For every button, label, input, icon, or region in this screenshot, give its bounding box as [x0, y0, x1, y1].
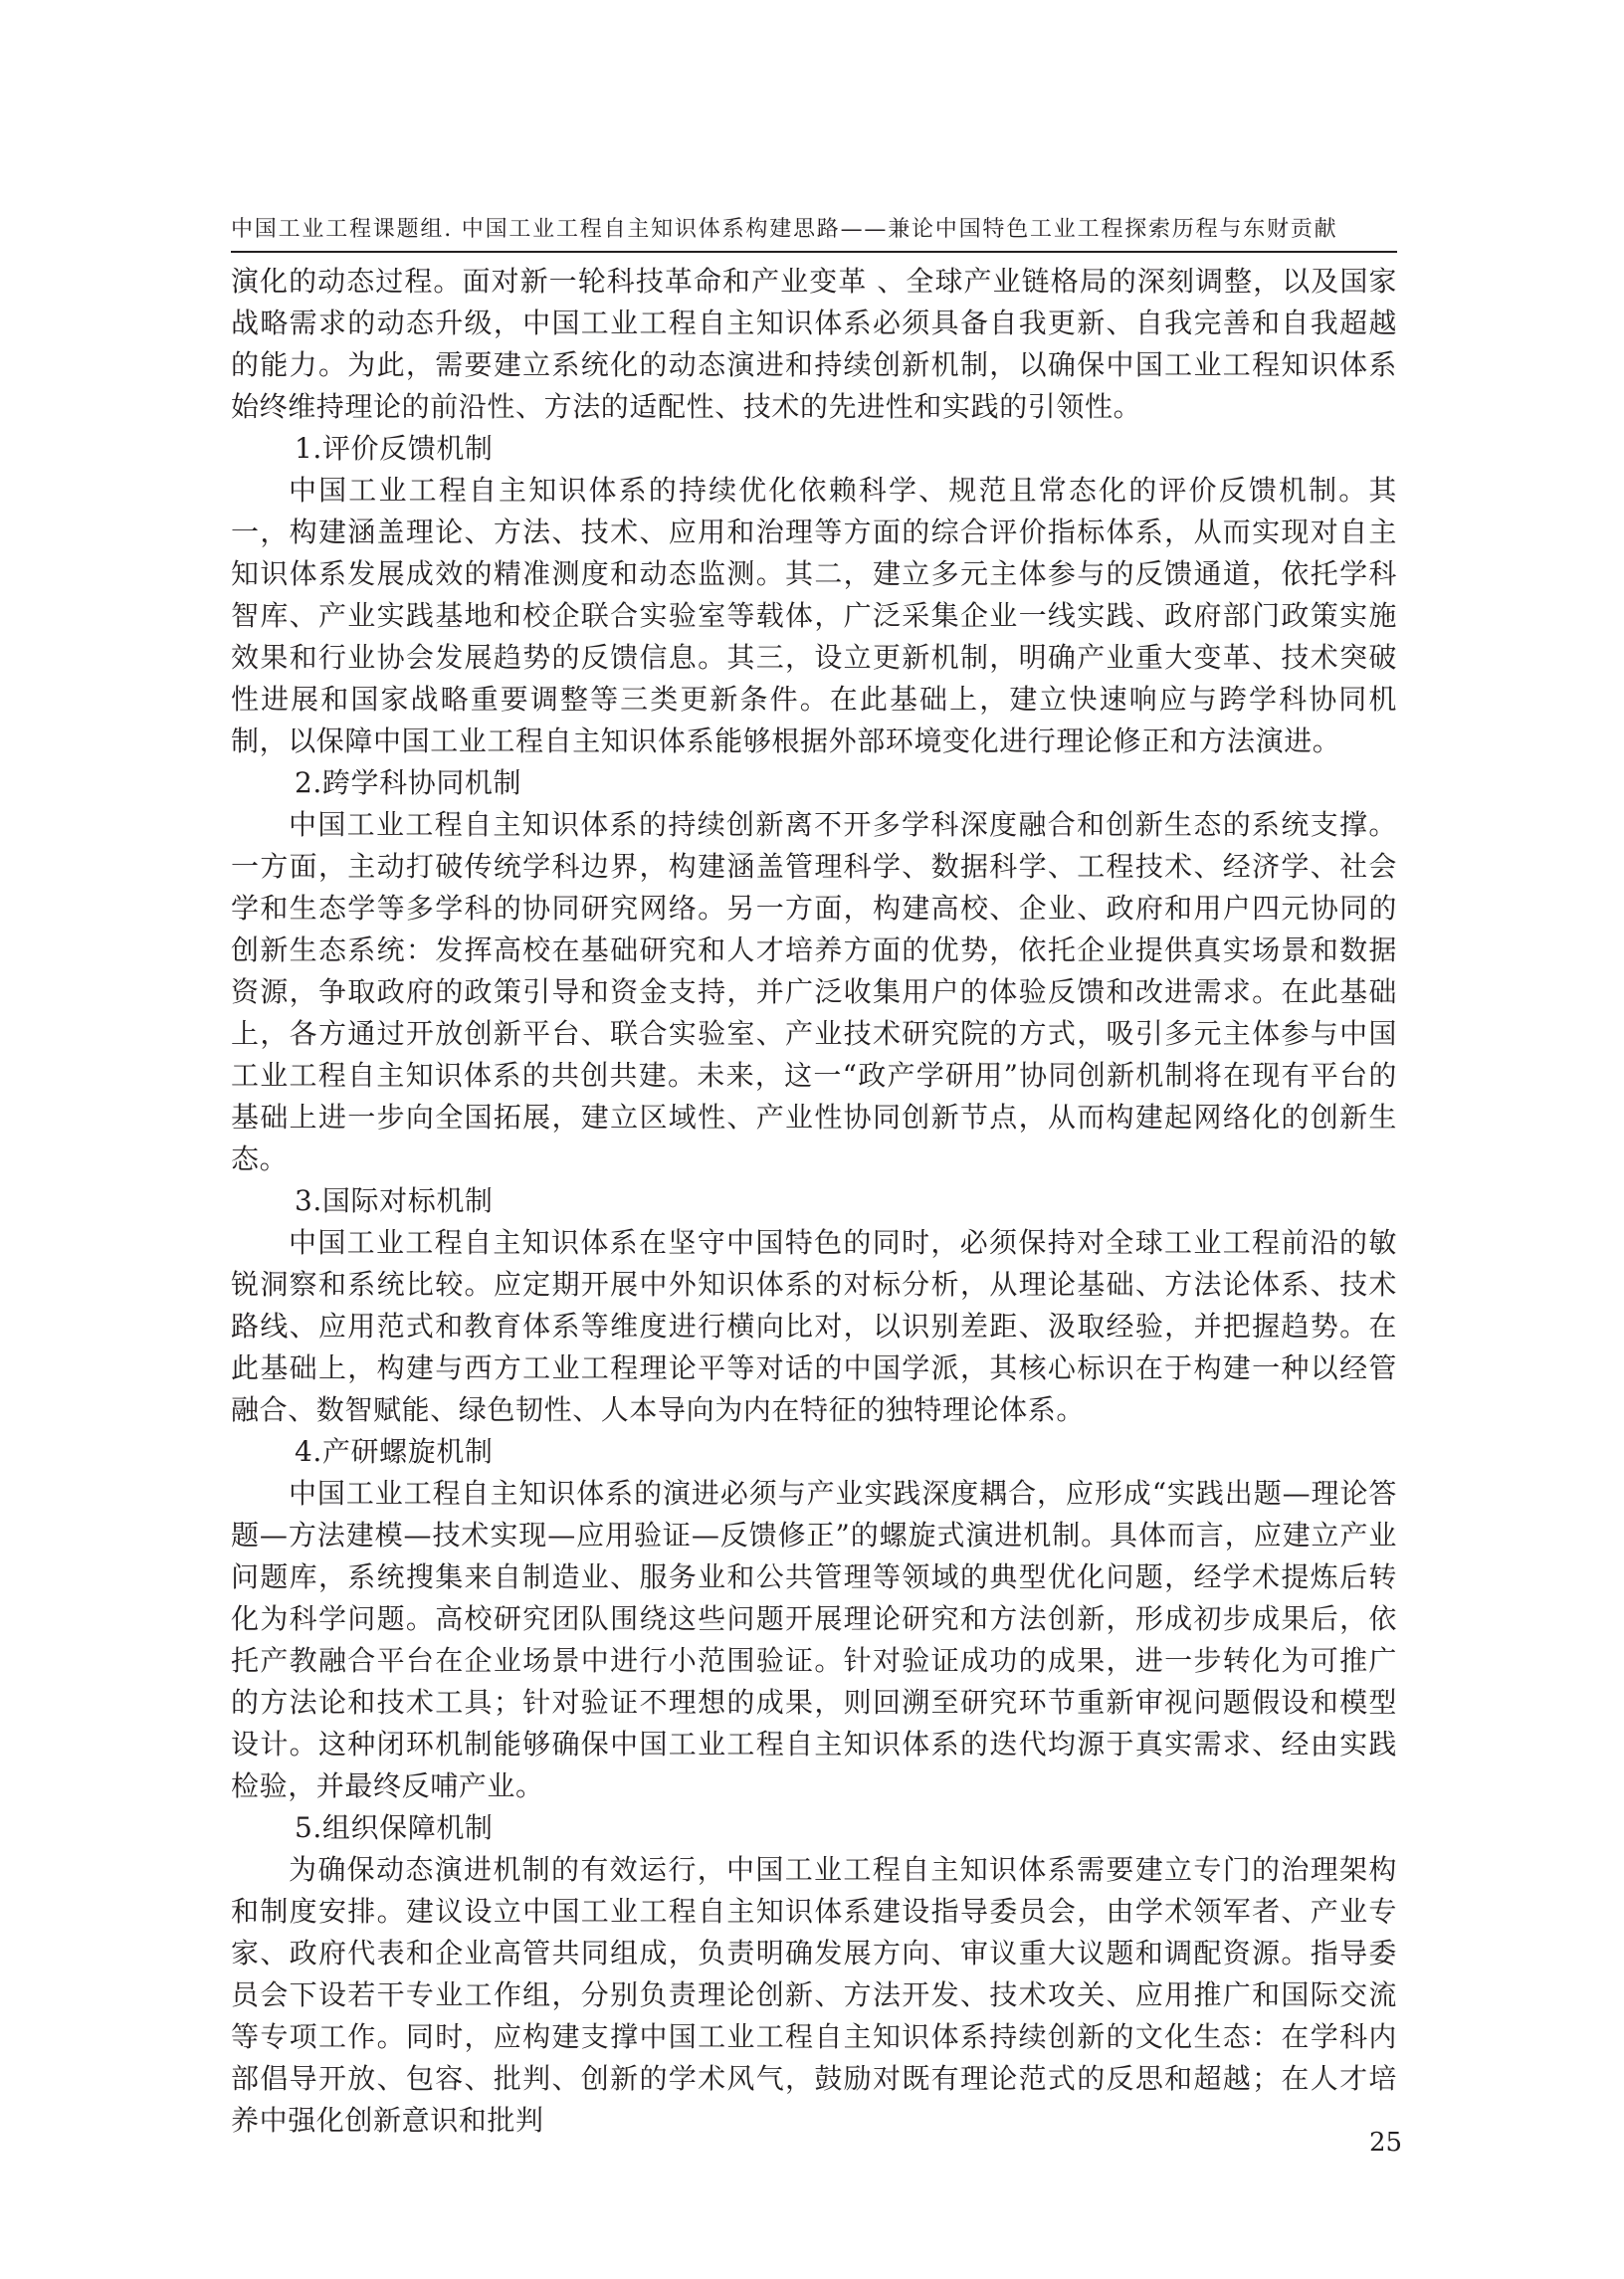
- section-heading-evaluation-feedback: 1.评价反馈机制: [295, 432, 494, 465]
- intro-paragraph: 演化的动态过程。面对新一轮科技革命和产业变革 、全球产业链格局的深刻调整，以及国家战略需求的动态升级，中国工业工程自主知识体系必须具备自我更新、自我完善和自我超越的能力。为此，需要建立系统化的动态演进和持续创新机制，以确保中国工业工程知识体系始终维持理论的前沿性、方法的适配性、技术的先进性和实践的引领性。: [231, 265, 1397, 423]
- running-header: [231, 209, 1397, 253]
- section-heading-international-benchmarking: 3.国际对标机制: [295, 1184, 494, 1217]
- section-paragraph-international-benchmarking: 中国工业工程自主知识体系在坚守中国特色的同时，必须保持对全球工业工程前沿的敏锐洞察和系统比较。应定期开展中外知识体系的对标分析，从理论基础、方法论体系、技术路线、应用范式和教育体系等维度进行横向比对，以识别差距、汲取经验，并把握趋势。在此基础上，构建与西方工业工程理论平等对话的中国学派，其核心标识在于构建一种以经管融合、数智赋能、绿色韧性、人本导向为内在特征的独特理论体系。: [231, 1226, 1397, 1426]
- section-heading-industry-research-spiral: 4.产研螺旋机制: [295, 1435, 494, 1468]
- section-paragraph-industry-research-spiral: 中国工业工程自主知识体系的演进必须与产业实践深度耦合，应形成“实践出题—理论答题—方法建模—技术实现—应用验证—反馈修正”的螺旋式演进机制。具体而言，应建立产业问题库，系统搜集来自制造业、服务业和公共管理等领域的典型优化问题，经学术提炼后转化为科学问题。高校研究团队围绕这些问题开展理论研究和方法创新，形成初步成果后，依托产教融合平台在企业场景中进行小范围验证。针对验证成功的成果，进一步转化为可推广的方法论和技术工具；针对验证不理想的成果，则回溯至研究环节重新审视问题假设和模型设计。这种闭环机制能够确保中国工业工程自主知识体系的迭代均源于真实需求、经由实践检验，并最终反哺产业。: [231, 1477, 1397, 1802]
- section-paragraph-organizational-support: 为确保动态演进机制的有效运行，中国工业工程自主知识体系需要建立专门的治理架构和制度安排。建议设立中国工业工程自主知识体系建设指导委员会，由学术领军者、产业专家、政府代表和企业高管共同组成，负责明确发展方向、审议重大议题和调配资源。指导委员会下设若干专业工作组，分别负责理论创新、方法开发、技术攻关、应用推广和国际交流等专项工作。同时，应构建支撑中国工业工程自主知识体系持续创新的文化生态：在学科内部倡导开放、包容、批判、创新的学术风气，鼓励对既有理论范式的反思和超越；在人才培养中强化创新意识和批判: [231, 1853, 1397, 2137]
- running-header-title: 中国工业工程课题组. 中国工业工程自主知识体系构建思路——兼论中国特色工业工程探索历程与东财贡献: [231, 217, 1338, 242]
- section-paragraph-evaluation-feedback: 中国工业工程自主知识体系的持续优化依赖科学、规范且常态化的评价反馈机制。其一，构建涵盖理论、方法、技术、应用和治理等方面的综合评价指标体系，从而实现对自主知识体系发展成效的精准测度和动态监测。其二，建立多元主体参与的反馈通道，依托学科智库、产业实践基地和校企联合实验室等载体，广泛采集企业一线实践、政府部门政策实施效果和行业协会发展趋势的反馈信息。其三，设立更新机制，明确产业重大变革、技术突破性进展和国家战略重要调整等三类更新条件。在此基础上，建立快速响应与跨学科协同机制，以保障中国工业工程自主知识体系能够根据外部环境变化进行理论修正和方法演进。: [231, 474, 1397, 757]
- section-heading-interdisciplinary-collaboration: 2.跨学科协同机制: [295, 766, 522, 799]
- article-body: [231, 261, 1397, 2142]
- section-heading-organizational-support: 5.组织保障机制: [295, 1811, 494, 1844]
- section-paragraph-interdisciplinary-collaboration: 中国工业工程自主知识体系的持续创新离不开多学科深度融合和创新生态的系统支撑。一方面，主动打破传统学科边界，构建涵盖管理科学、数据科学、工程技术、经济学、社会学和生态学等多学科的协同研究网络。另一方面，构建高校、企业、政府和用户四元协同的创新生态系统：发挥高校在基础研究和人才培养方面的优势，依托企业提供真实场景和数据资源，争取政府的政策引导和资金支持，并广泛收集用户的体验反馈和改进需求。在此基础上，各方通过开放创新平台、联合实验室、产业技术研究院的方式，吸引多元主体参与中国工业工程自主知识体系的共创共建。未来，这一“政产学研用”协同创新机制将在现有平台的基础上进一步向全国拓展，建立区域性、产业性协同创新节点，从而构建起网络化的创新生态。: [231, 808, 1397, 1175]
- page-number: 25: [1369, 2128, 1403, 2158]
